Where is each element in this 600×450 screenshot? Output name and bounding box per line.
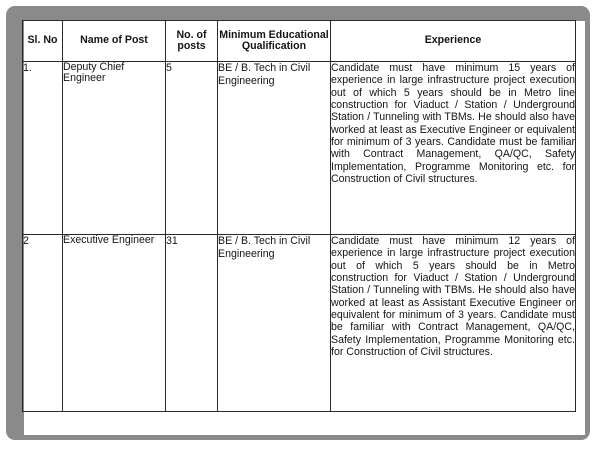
table-row	[23, 235, 576, 412]
cell-qualification: BE / B. Tech in Civil Engineering	[218, 235, 331, 412]
header-no-of-posts: No. of posts	[166, 21, 218, 62]
header-experience: Experience	[331, 21, 576, 62]
table-header-row	[23, 21, 576, 62]
recruitment-table	[22, 20, 576, 412]
cell-qualification: BE / B. Tech in Civil Engineering	[218, 62, 331, 235]
cell-post-count: 31	[166, 235, 218, 412]
table-row	[23, 62, 576, 235]
header-name-of-post: Name of Post	[63, 21, 166, 62]
cell-experience: Candidate must have minimum 15 years of experience in large infrastructure project execution out of which 5 years should be in Metro line construction for Viaduct / Station / Underground Station / Tunneling with TBMs. He should also have worked at least as Executive Engineer or equivalent for minimum of 3 years. Candidate must be familiar with Contract Management, QA/QC, Safety Implementation, Programme Monitoring etc. for Construction of Civil structures.	[331, 62, 576, 235]
cell-experience: Candidate must have minimum 12 years of experience in large infrastructure project execution out of which 5 years should be in Metro construction for Viaduct / Station / Underground Station / Tunneling with TBMs. He should also have worked at least as Assistant Executive Engineer or equivalent for minimum of 3 years. Candidate must be familiar with Contract Management, QA/QC, Safety Implementation, Programme Monitoring etc. for Construction of Civil structures.	[331, 235, 576, 412]
header-sl-no: Sl. No	[23, 21, 63, 62]
cell-sl-no: 2	[23, 235, 63, 412]
header-qualification: Minimum Educational Qualification	[218, 21, 331, 62]
cell-post-count: 5	[166, 62, 218, 235]
cell-post-name: Executive Engineer	[63, 235, 166, 412]
cell-post-name: Deputy Chief Engineer	[63, 62, 166, 235]
cell-sl-no: 1.	[23, 62, 63, 235]
